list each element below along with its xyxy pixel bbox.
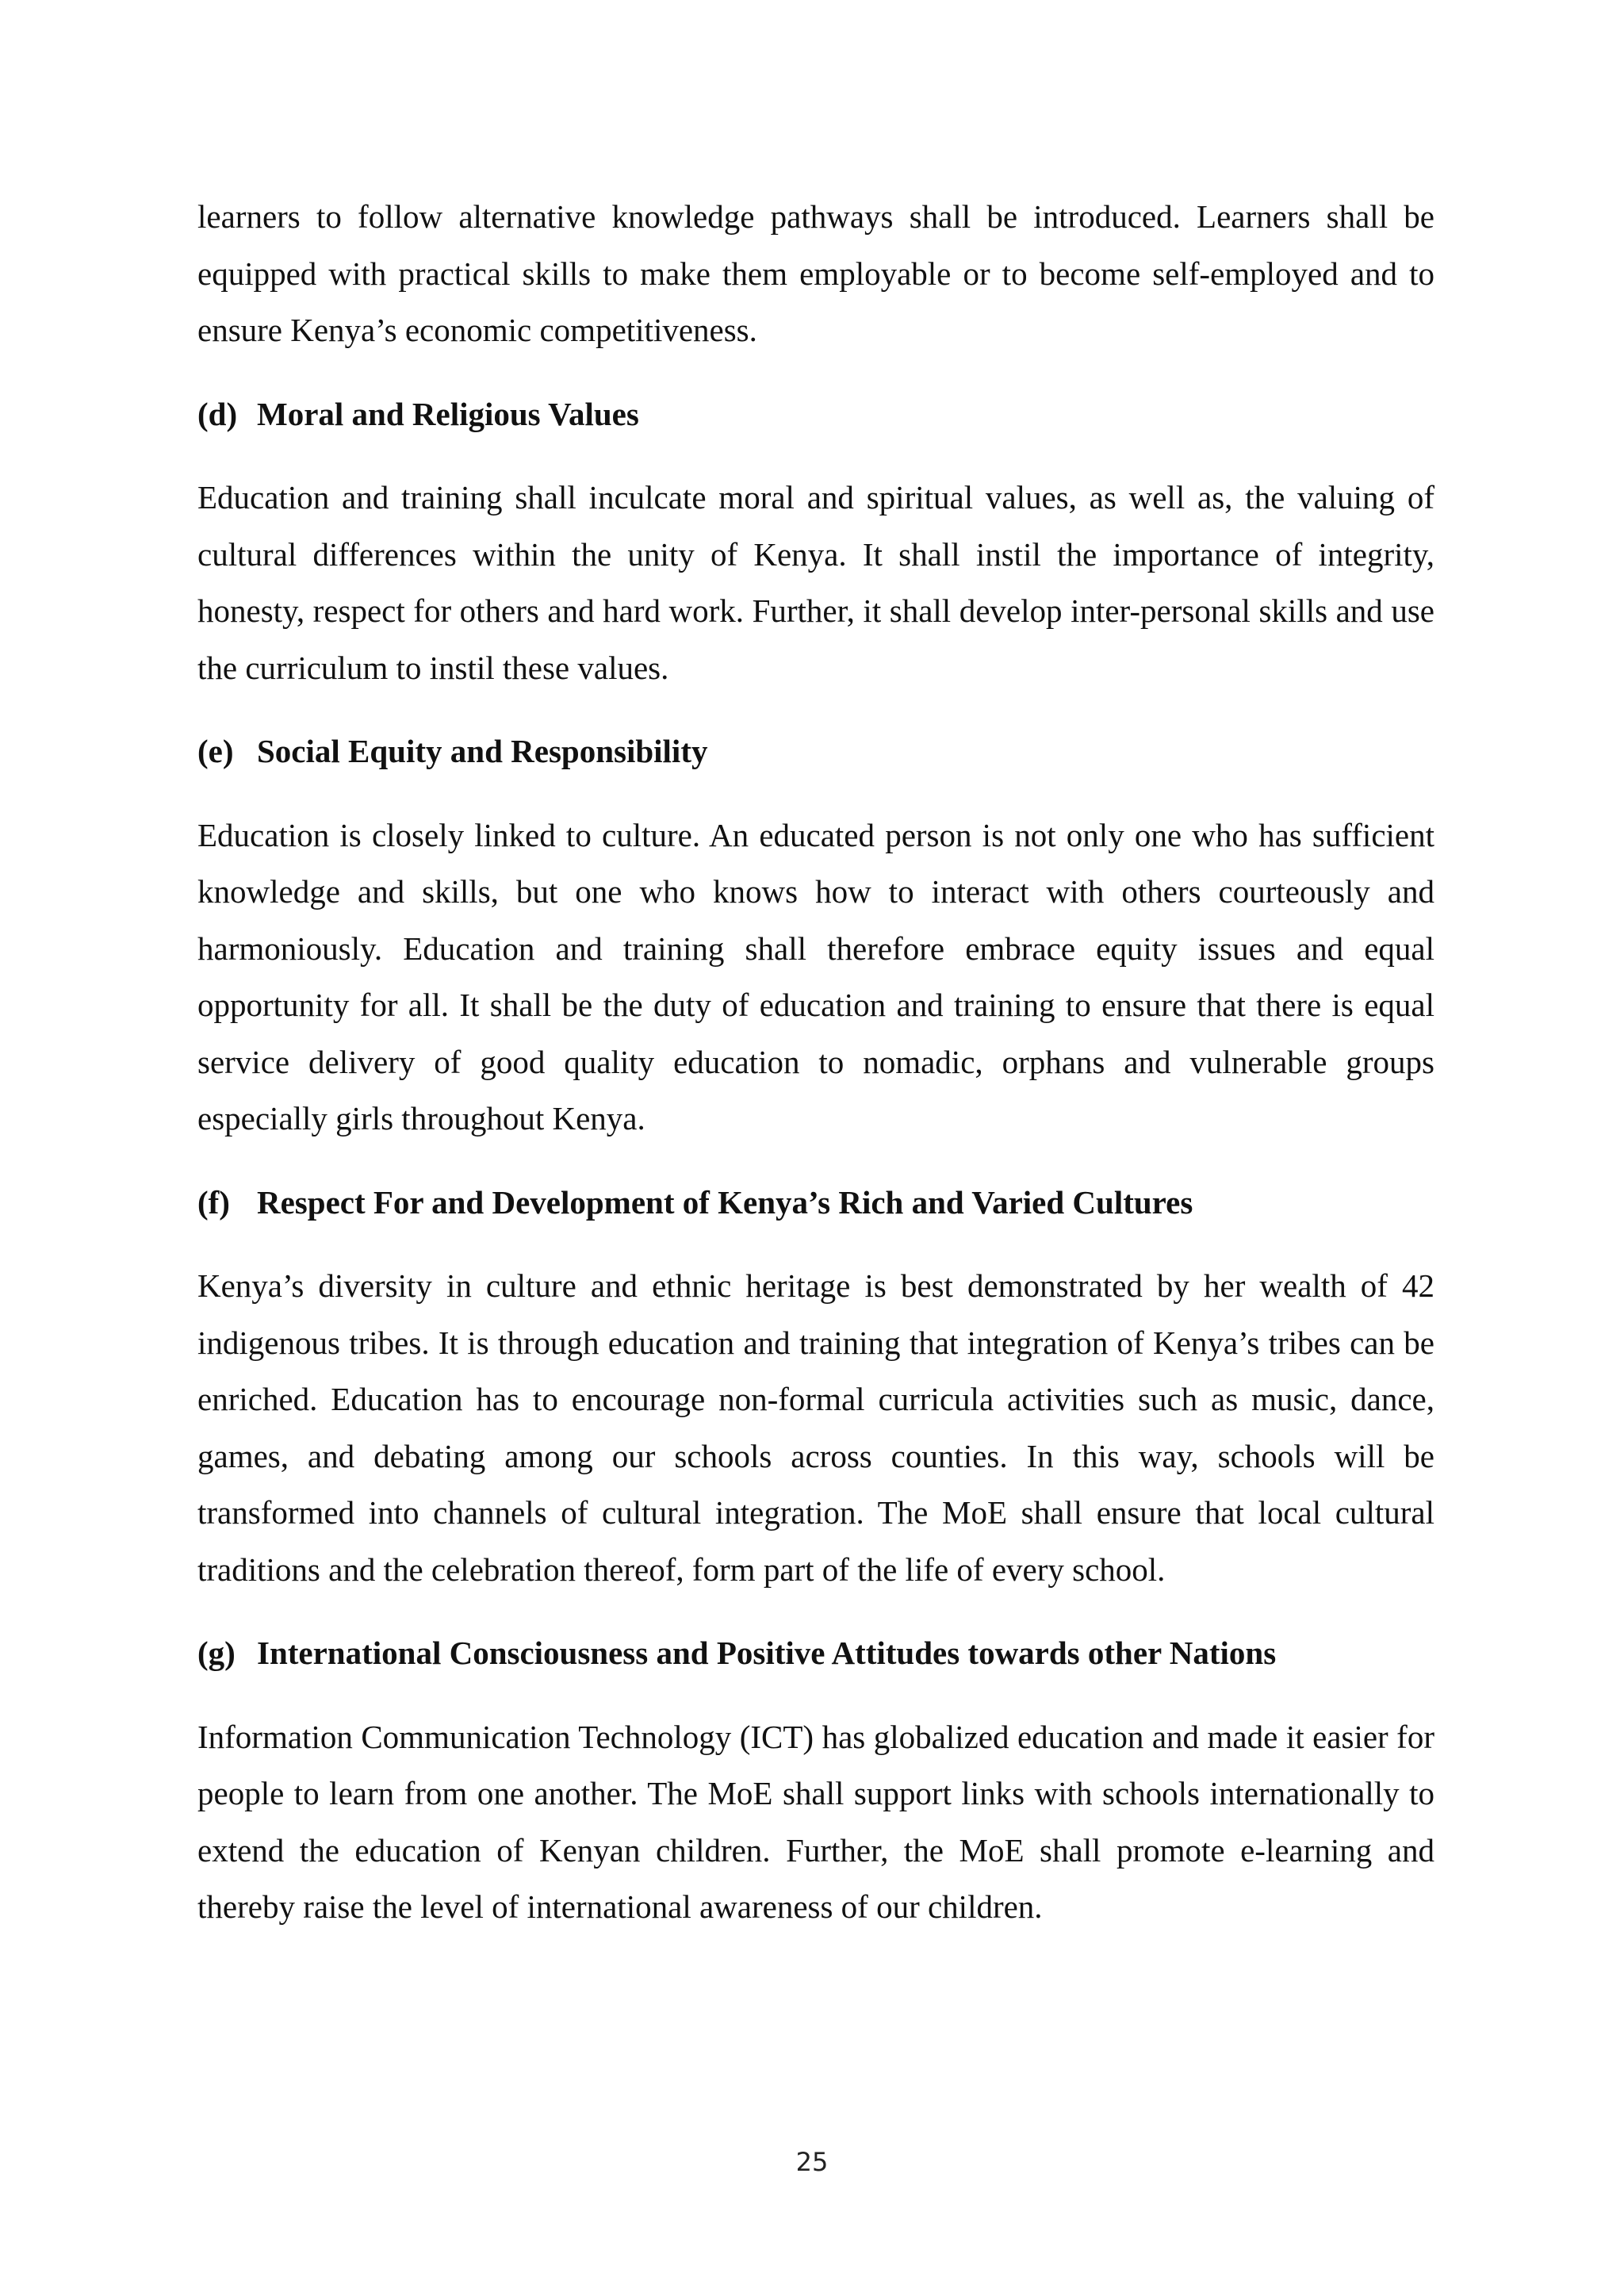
section-heading-f	[197, 1175, 1434, 1232]
intro-paragraph: learners to follow alternative knowledge pathways shall be introduced. Learners shall be equipped with practical skills to make them employable or to become self-employed and to ensure Kenya’s economic competitiveness.	[197, 198, 1434, 348]
section-title: Social Equity and Responsibility	[257, 733, 708, 769]
section-title: International Consciousness and Positive Attitudes towards other Nations	[257, 1635, 1277, 1671]
page-number: 25	[795, 2147, 829, 2177]
section-heading-e	[197, 723, 1434, 780]
section-body-e: Education is closely linked to culture. An educated person is not only one who has sufficient knowledge and skills, but one who knows how to interact with others courteously and harmoniously. Education and training shall therefore embrace equity issues and equal opportunity for all. It shall be the duty of education and training to ensure that there is equal service delivery of good quality education to nomadic, orphans and vulnerable groups especially girls throughout Kenya.	[197, 816, 1434, 1137]
section-letter: (g)	[197, 1635, 236, 1671]
section-body-g: Information Communication Technology (ICT) has globalized education and made it easier for people to learn from one another. The MoE shall support links with schools internationally to extend the education of Kenyan children. Further, the MoE shall promote e-learning and thereby raise the level of international awareness of our children.	[197, 1718, 1434, 1925]
section-heading-d	[197, 386, 1434, 443]
section-heading-g	[197, 1625, 1434, 1682]
document-page	[197, 189, 1434, 1936]
section-letter: (f)	[197, 1183, 230, 1221]
section-title: Moral and Religious Values	[257, 395, 639, 432]
section-title: Respect For and Development of Kenya’s Rich and Varied Cultures	[257, 1183, 1193, 1221]
section-body-d: Education and training shall inculcate moral and spiritual values, as well as, the valuing of cultural differences within the unity of Kenya. It shall instil the importance of integrity, honesty, respect for others and hard work. Further, it shall develop inter-personal skills and use the curriculum to instil these values.	[197, 479, 1434, 686]
section-body-f: Kenya’s diversity in culture and ethnic heritage is best demonstrated by her wealth of 42 indigenous tribes. It is through education and training that integration of Kenya’s tribes can be enriched. Education has to encourage non-formal curricula activities such as music, dance, games, and debating among our schools across counties. In this way, schools will be transformed into channels of cultural integration. The MoE shall ensure that local cultural traditions and the celebration thereof, form part of the life of every school.	[197, 1267, 1434, 1588]
section-letter: (d)	[197, 395, 238, 432]
section-letter: (e)	[197, 733, 234, 769]
